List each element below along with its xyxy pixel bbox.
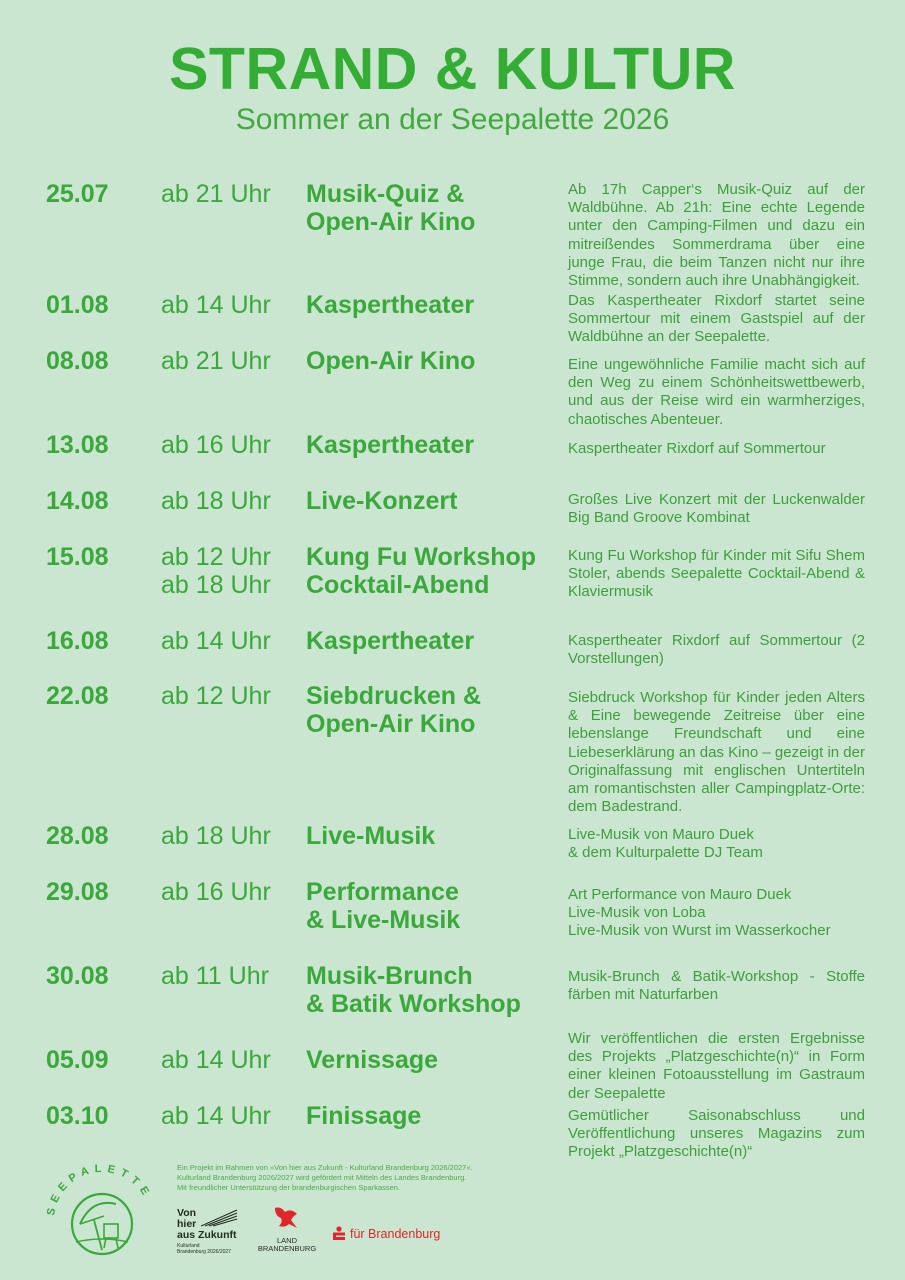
event-date: 05.09 <box>46 1046 109 1074</box>
event-date: 28.08 <box>46 822 109 850</box>
vonhier-lines-icon <box>201 1208 239 1228</box>
event-time: ab 11 Uhr <box>161 962 269 990</box>
event-description: Das Kaspertheater Rixdorf startet seine Sommertour mit einem Gastspiel auf der Waldbühne an der Seepalette. <box>568 292 865 346</box>
land-brandenburg-text: BRANDENBURG <box>257 1244 317 1253</box>
event-description: Eine ungewöhnliche Familie macht sich auf den Weg zu einem Schönheitswettbewerb, und aus der Reise wird ein warmherziges, chaotisches Abenteuer. <box>568 356 865 428</box>
event-description: Großes Live Konzert mit der Luckenwalder Big Band Groove Kombinat <box>568 491 865 527</box>
footer-line: Ein Projekt im Rahmen von »Von hier aus Zukunft - Kulturland Brandenburg 2026/2027«. <box>177 1163 473 1172</box>
event-title: Musik-Quiz & Open-Air Kino <box>306 180 476 236</box>
seepalette-logo-text: SEEPALETTE <box>44 1162 154 1217</box>
event-time: ab 14 Uhr <box>161 1102 271 1130</box>
vonhier-logo-sub: Brandenburg 2026/2027 <box>177 1249 231 1255</box>
event-description: Siebdruck Workshop für Kinder jeden Alters & Eine bewegende Zeitreise über eine lebenslange Freundschaft und eine Liebeserklärung an das Kino – gezeigt in der Originalfassung mit englischen Untertiteln am romantischsten aller Campingplatz-Orte: dem Badestrand. <box>568 689 865 816</box>
event-title: Open-Air Kino <box>306 347 476 375</box>
footer-line: Kulturland Brandenburg 2026/2027 wird gefördert mit Mitteln des Landes Brandenburg. <box>177 1173 467 1182</box>
event-date: 13.08 <box>46 431 109 459</box>
event-description: Art Performance von Mauro Duek Live-Musik von Loba Live-Musik von Wurst im Wasserkocher <box>568 886 831 940</box>
event-time: ab 18 Uhr <box>161 822 271 850</box>
land-brandenburg-logo <box>255 1204 319 1254</box>
event-description: Kung Fu Workshop für Kinder mit Sifu Shem Stoler, abends Seepalette Cocktail-Abend & Klaviermusik <box>568 547 865 601</box>
event-description: Wir veröffentlichen die ersten Ergebnisse des Projekts „Platzgeschichte(n)“ in Form einer kleinen Fotoausstellung im Gastraum der Seepalette <box>568 1030 865 1102</box>
event-title: Siebdrucken & Open-Air Kino <box>306 682 482 738</box>
event-description: Kaspertheater Rixdorf auf Sommertour (2 Vorstellungen) <box>568 632 865 668</box>
page-header <box>0 36 905 138</box>
event-date: 30.08 <box>46 962 109 990</box>
event-title: Kung Fu Workshop Cocktail-Abend <box>306 543 537 599</box>
event-date: 15.08 <box>46 543 109 571</box>
event-time: ab 14 Uhr <box>161 291 271 319</box>
event-description: Gemütlicher Saisonabschluss und Veröffentlichung unseres Magazins zum Projekt „Platzgeschichte(n)“ <box>568 1107 865 1161</box>
event-title: Vernissage <box>306 1046 439 1074</box>
event-time: ab 12 Uhr ab 18 Uhr <box>161 543 271 599</box>
event-title: Musik-Brunch & Batik Workshop <box>306 962 521 1018</box>
event-description: Musik-Brunch & Batik-Workshop - Stoffe färben mit Naturfarben <box>568 968 865 1004</box>
event-date: 29.08 <box>46 878 109 906</box>
svg-text:SEEPALETTE <box>45 1163 154 1217</box>
vonhier-logo-text: Von <box>177 1207 197 1219</box>
footer-credits <box>177 1163 557 1193</box>
footer-line: Mit freundlicher Unterstützung der brandenburgischen Sparkassen. <box>177 1183 401 1192</box>
event-date: 16.08 <box>46 627 109 655</box>
land-brandenburg-text: LAND <box>276 1236 297 1245</box>
event-title: Live-Musik <box>306 822 436 850</box>
eagle-icon <box>267 1204 307 1232</box>
event-title: Performance & Live-Musik <box>306 878 461 934</box>
sparkasse-logo <box>333 1224 440 1244</box>
vonhier-logo-sub: Kulturland <box>177 1243 200 1249</box>
vonhier-logo-text: hier <box>177 1218 197 1230</box>
vonhier-logo <box>177 1207 247 1255</box>
vonhier-logo-text: aus Zukunft <box>177 1229 237 1241</box>
event-date: 01.08 <box>46 291 109 319</box>
sparkasse-text: für Brandenburg <box>350 1227 441 1241</box>
event-date: 08.08 <box>46 347 109 375</box>
event-time: ab 14 Uhr <box>161 627 271 655</box>
event-time: ab 21 Uhr <box>161 347 271 375</box>
event-time: ab 12 Uhr <box>161 682 271 710</box>
event-date: 14.08 <box>46 487 109 515</box>
event-title: Finissage <box>306 1102 422 1130</box>
page-subtitle: Sommer an der Seepalette 2026 <box>235 103 670 136</box>
event-date: 25.07 <box>46 180 109 208</box>
event-title: Kaspertheater <box>306 431 475 459</box>
event-title: Kaspertheater <box>306 627 475 655</box>
event-date: 03.10 <box>46 1102 109 1130</box>
event-time: ab 16 Uhr <box>161 878 271 906</box>
event-description: Live-Musik von Mauro Duek & dem Kulturpalette DJ Team <box>568 826 763 862</box>
page-title: STRAND & KULTUR <box>169 36 736 102</box>
sparkasse-icon <box>333 1226 345 1242</box>
event-title: Live-Konzert <box>306 487 458 515</box>
event-time: ab 18 Uhr <box>161 487 271 515</box>
event-date: 22.08 <box>46 682 109 710</box>
event-time: ab 21 Uhr <box>161 180 271 208</box>
event-time: ab 16 Uhr <box>161 431 271 459</box>
event-description: Ab 17h Capper‘s Musik-Quiz auf der Waldbühne. Ab 21h: Eine echte Legende unter den Camping-Filmen und dazu ein mitreißendes Sommerdrama über eine junge Frau, die beim Tanzen nicht nur ihre Stimme, sondern auch ihre Unabhängigkeit. <box>568 181 865 290</box>
seepalette-logo <box>40 1158 164 1258</box>
event-title: Kaspertheater <box>306 291 475 319</box>
event-time: ab 14 Uhr <box>161 1046 271 1074</box>
event-description: Kaspertheater Rixdorf auf Sommertour <box>568 440 826 457</box>
